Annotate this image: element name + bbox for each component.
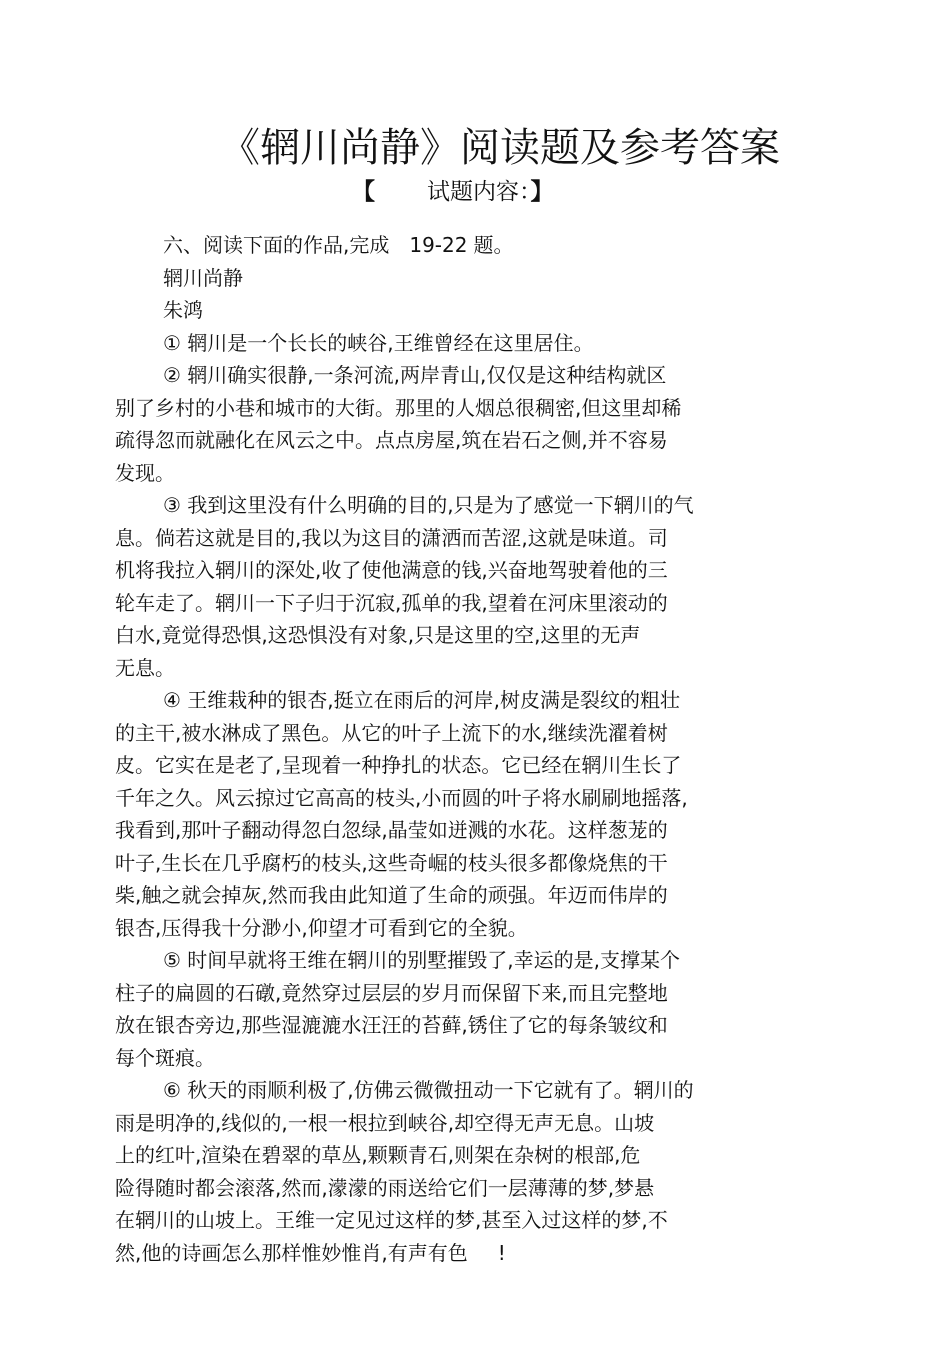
article-title: 辋川尚静 <box>163 265 243 290</box>
document-subtitle <box>352 174 554 210</box>
paragraph-line: 息。倘若这就是目的,我以为这目的潇洒而苦涩,这就是味道。司 <box>115 525 668 550</box>
paragraph-line: 雨是明净的,线似的,一根一根拉到峡谷,却空得无声无息。山坡 <box>115 1110 655 1135</box>
paragraph-line: ③ 我到这里没有什么明确的目的,只是为了感觉一下辋川的气 <box>163 493 694 517</box>
paragraph-line: 别了乡村的小巷和城市的大街。那里的人烟总很稠密,但这里却稀 <box>115 395 682 420</box>
paragraph-end-mark: ! <box>497 1240 506 1265</box>
paragraph-line: 机将我拉入辋川的深处,收了使他满意的钱,兴奋地驾驶着他的三 <box>115 558 668 582</box>
question-range: 19-22 <box>409 233 468 257</box>
paragraph-line: 皮。它实在是老了,呈现着一种挣扎的状态。它已经在辋川生长了 <box>115 753 682 777</box>
paragraph-line: ⑤ 时间早就将王维在辋川的别墅摧毁了,幸运的是,支撑某个 <box>163 948 681 972</box>
paragraph-line: 柱子的扁圆的石礅,竟然穿过层层的岁月而保留下来,而且完整地 <box>115 980 668 1005</box>
instruction-prefix: 六、阅读下面的作品,完成 <box>163 233 390 257</box>
paragraph-line: ⑥ 秋天的雨顺利极了,仿佛云微微扭动一下它就有了。辋川的 <box>163 1078 694 1102</box>
document-title: 《辋川尚静》阅读题及参考答案 <box>220 125 780 171</box>
paragraph-line: 柴,触之就会掉灰,然而我由此知道了生命的顽强。年迈而伟岸的 <box>115 883 668 907</box>
paragraph-line: 放在银杏旁边,那些湿漉漉水汪汪的苔藓,锈住了它的每条皱纹和 <box>115 1013 668 1037</box>
paragraph-1: ① 辋川是一个长长的峡谷,王维曾经在这里居住。 <box>163 330 594 355</box>
paragraph-3 <box>115 489 755 684</box>
subtitle-close-bracket: 】 <box>530 179 554 205</box>
paragraph-6 <box>115 1074 755 1269</box>
instruction-suffix: 题。 <box>473 233 514 257</box>
paragraph-line: 发现。 <box>115 460 175 485</box>
paragraph-5 <box>115 944 755 1074</box>
paragraph-line: ④ 王维栽种的银杏,挺立在雨后的河岸,树皮满是裂纹的粗壮 <box>163 688 681 712</box>
paragraph-line: 险得随时都会滚落,然而,濛濛的雨送给它们一层薄薄的梦,梦悬 <box>115 1175 655 1200</box>
paragraph-line: 上的红叶,渲染在碧翠的草丛,颗颗青石,则架在杂树的根部,危 <box>115 1143 641 1167</box>
paragraph-last-line <box>115 1237 755 1270</box>
paragraph-line: ② 辋川确实很静,一条河流,两岸青山,仅仅是这种结构就区 <box>163 363 667 387</box>
document-body <box>115 229 755 1269</box>
paragraph-line: 叶子,生长在几乎腐朽的枝头,这些奇崛的枝头很多都像烧焦的干 <box>115 850 668 875</box>
paragraph-line: 在辋川的山坡上。王维一定见过这样的梦,甚至入过这样的梦,不 <box>115 1208 668 1232</box>
subtitle-open-bracket: 【 <box>352 179 375 205</box>
paragraph-line: 无息。 <box>115 655 175 680</box>
article-author: 朱鸿 <box>163 298 203 322</box>
paragraph-line: 每个斑痕。 <box>115 1045 215 1070</box>
paragraph-line: 疏得忽而就融化在风云之中。点点房屋,筑在岩石之侧,并不容易 <box>115 428 668 452</box>
paragraph-line: 的主干,被水淋成了黑色。从它的叶子上流下的水,继续洗濯着树 <box>115 720 668 745</box>
instruction-line <box>115 229 755 262</box>
subtitle-text: 试题内容： <box>427 179 531 205</box>
paragraph-line: 白水,竟觉得恐惧,这恐惧没有对象,只是这里的空,这里的无声 <box>115 623 641 647</box>
paragraph-line: 轮车走了。辋川一下子归于沉寂,孤单的我,望着在河床里滚动的 <box>115 590 668 615</box>
paragraph-4 <box>115 684 755 944</box>
paragraph-line: 千年之久。风云掠过它高高的枝头,小而圆的叶子将水刷刷地摇落, <box>115 785 688 810</box>
paragraph-line: 银杏,压得我十分渺小,仰望才可看到它的全貌。 <box>115 915 528 940</box>
paragraph-2 <box>115 359 755 489</box>
paragraph-last-text: 然,他的诗画怎么那样惟妙惟肖,有声有色 <box>115 1240 468 1265</box>
paragraph-line: 我看到,那叶子翻动得忽白忽绿,晶莹如迸溅的水花。这样葱茏的 <box>115 818 668 842</box>
